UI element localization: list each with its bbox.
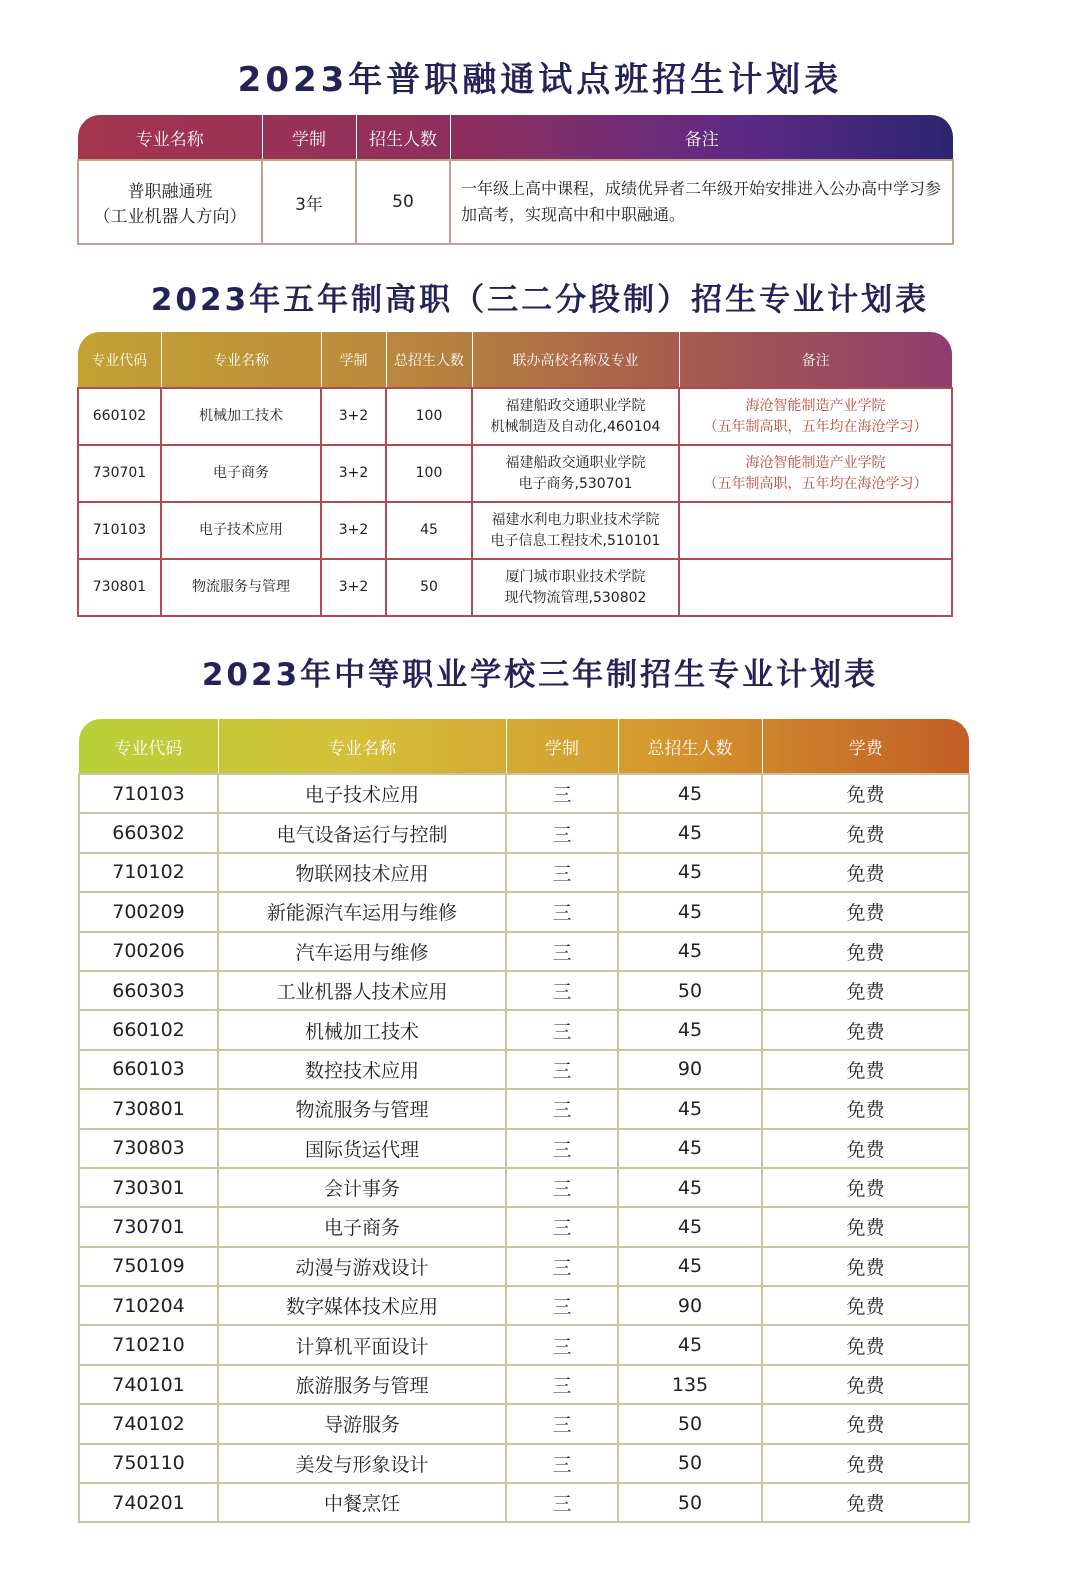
code-cell: 710102 xyxy=(79,853,218,892)
five-year-table xyxy=(77,332,953,617)
fee-cell: 免费 xyxy=(762,1325,969,1364)
duration-cell: 三 xyxy=(506,892,618,931)
count-cell: 50 xyxy=(618,1483,762,1522)
code-cell: 740101 xyxy=(79,1365,218,1404)
duration-cell: 三 xyxy=(506,1089,618,1128)
count-cell: 45 xyxy=(618,774,762,813)
table-row xyxy=(79,1168,969,1207)
pilot-class-table xyxy=(77,115,954,245)
note-cell xyxy=(679,559,952,616)
header-cell: 学制 xyxy=(506,719,618,774)
duration-cell: 3年 xyxy=(262,160,356,244)
major-name-cell: 旅游服务与管理 xyxy=(218,1365,506,1404)
code-cell: 710210 xyxy=(79,1325,218,1364)
fee-cell: 免费 xyxy=(762,1050,969,1089)
fee-cell: 免费 xyxy=(762,932,969,971)
header-cell: 学费 xyxy=(848,738,883,759)
major-name-cell: 电子技术应用 xyxy=(218,774,506,813)
college-major: 电子商务,530701 xyxy=(518,475,633,492)
table-header-row xyxy=(79,719,969,774)
count-cell: 50 xyxy=(356,160,450,244)
note-cell xyxy=(679,388,952,445)
college-name: 福建船政交通职业学院 xyxy=(505,454,646,471)
fee-cell: 免费 xyxy=(762,1444,969,1483)
fee-cell: 免费 xyxy=(762,1404,969,1443)
duration-cell: 3+2 xyxy=(321,388,386,445)
code-cell: 700209 xyxy=(79,892,218,931)
note-line: （五年制高职，五年均在海沧学习） xyxy=(703,418,928,435)
code-cell: 730701 xyxy=(79,1207,218,1246)
duration-cell: 三 xyxy=(506,1207,618,1246)
major-name-cell: 电子商务 xyxy=(161,445,321,502)
college-name: 福建水利电力职业技术学院 xyxy=(491,511,660,528)
table-row xyxy=(79,1247,969,1286)
major-name-cell: 数字媒体技术应用 xyxy=(218,1286,506,1325)
duration-cell: 三 xyxy=(506,1010,618,1049)
major-name-cell: 中餐烹饪 xyxy=(218,1483,506,1522)
count-cell: 45 xyxy=(618,1168,762,1207)
major-name-cell: 机械加工技术 xyxy=(218,1010,506,1049)
table1-title: 2023年普职融通试点班招生计划表 xyxy=(237,60,843,100)
duration-cell: 3+2 xyxy=(321,559,386,616)
code-cell: 750109 xyxy=(79,1247,218,1286)
major-name-cell: 物流服务与管理 xyxy=(218,1089,506,1128)
duration-cell: 三 xyxy=(506,1286,618,1325)
table-row xyxy=(79,971,969,1010)
table-row xyxy=(79,1483,969,1522)
duration-cell: 三 xyxy=(506,1365,618,1404)
table-header-row xyxy=(78,115,953,160)
count-cell: 45 xyxy=(618,1089,762,1128)
table-row xyxy=(79,1010,969,1049)
table-row xyxy=(79,1207,969,1246)
major-name-cell: 电气设备运行与控制 xyxy=(218,813,506,852)
count-cell: 135 xyxy=(618,1365,762,1404)
college-name: 福建船政交通职业学院 xyxy=(505,397,646,414)
college-cell xyxy=(472,502,679,559)
header-cell: 备注 xyxy=(801,352,830,369)
header-cell: 学制 xyxy=(321,332,386,388)
table2-title: 2023年五年制高职（三二分段制）招生专业计划表 xyxy=(150,282,930,318)
count-cell: 45 xyxy=(618,853,762,892)
table-row xyxy=(79,774,969,813)
fee-cell: 免费 xyxy=(762,1286,969,1325)
code-cell: 700206 xyxy=(79,932,218,971)
major-name-cell: 工业机器人技术应用 xyxy=(218,971,506,1010)
fee-cell: 免费 xyxy=(762,774,969,813)
duration-cell: 3+2 xyxy=(321,445,386,502)
fee-cell: 免费 xyxy=(762,1247,969,1286)
code-cell: 710204 xyxy=(79,1286,218,1325)
code-cell: 660303 xyxy=(79,971,218,1010)
table-row xyxy=(78,559,952,616)
major-name-cell: 国际货运代理 xyxy=(218,1129,506,1168)
college-major: 机械制造及自动化,460104 xyxy=(490,418,661,435)
duration-cell: 3+2 xyxy=(321,502,386,559)
fee-cell: 免费 xyxy=(762,1207,969,1246)
college-major: 电子信息工程技术,510101 xyxy=(490,532,661,549)
duration-cell: 三 xyxy=(506,971,618,1010)
count-cell: 45 xyxy=(618,1129,762,1168)
table-row xyxy=(79,1325,969,1364)
major-name-cell: 机械加工技术 xyxy=(161,388,321,445)
fee-cell: 免费 xyxy=(762,853,969,892)
code-cell: 740201 xyxy=(79,1483,218,1522)
major-name-cell: 导游服务 xyxy=(218,1404,506,1443)
note-line: 海沧智能制造产业学院 xyxy=(745,397,886,414)
code-cell: 730701 xyxy=(78,445,161,502)
count-cell: 45 xyxy=(618,1207,762,1246)
table-row xyxy=(79,1444,969,1483)
duration-cell: 三 xyxy=(506,1325,618,1364)
table-row xyxy=(79,892,969,931)
fee-cell: 免费 xyxy=(762,1168,969,1207)
fee-cell: 免费 xyxy=(762,813,969,852)
count-cell: 90 xyxy=(618,1050,762,1089)
major-name-line: 普职融通班 xyxy=(127,182,213,202)
note-cell xyxy=(679,502,952,559)
fee-cell: 免费 xyxy=(762,1365,969,1404)
college-cell xyxy=(472,559,679,616)
duration-cell: 三 xyxy=(506,1483,618,1522)
table-row xyxy=(78,502,952,559)
count-cell: 100 xyxy=(386,445,472,502)
code-cell: 660103 xyxy=(79,1050,218,1089)
duration-cell: 三 xyxy=(506,774,618,813)
three-year-table xyxy=(78,719,970,1523)
code-cell: 660302 xyxy=(79,813,218,852)
header-cell: 学制 xyxy=(262,115,356,160)
major-name-cell: 动漫与游戏设计 xyxy=(218,1247,506,1286)
header-cell: 专业名称 xyxy=(161,332,321,388)
count-cell: 100 xyxy=(386,388,472,445)
count-cell: 45 xyxy=(618,1325,762,1364)
count-cell: 45 xyxy=(386,502,472,559)
duration-cell: 三 xyxy=(506,1404,618,1443)
fee-cell: 免费 xyxy=(762,892,969,931)
note-line: 海沧智能制造产业学院 xyxy=(745,454,886,471)
fee-cell: 免费 xyxy=(762,971,969,1010)
code-cell: 740102 xyxy=(79,1404,218,1443)
code-cell: 660102 xyxy=(78,388,161,445)
college-major: 现代物流管理,530802 xyxy=(504,589,647,606)
header-cell: 专业名称 xyxy=(78,115,262,160)
table-row xyxy=(78,160,953,244)
count-cell: 45 xyxy=(618,892,762,931)
code-cell: 750110 xyxy=(79,1444,218,1483)
table-row xyxy=(78,445,952,502)
major-name-cell: 新能源汽车运用与维修 xyxy=(218,892,506,931)
duration-cell: 三 xyxy=(506,813,618,852)
code-cell: 730301 xyxy=(79,1168,218,1207)
code-cell: 730801 xyxy=(78,559,161,616)
count-cell: 45 xyxy=(618,1010,762,1049)
major-name-cell: 电子商务 xyxy=(218,1207,506,1246)
fee-cell: 免费 xyxy=(762,1483,969,1522)
table-header-row xyxy=(78,332,952,388)
table-row xyxy=(79,1286,969,1325)
table-row xyxy=(78,388,952,445)
major-name-cell: 美发与形象设计 xyxy=(218,1444,506,1483)
note-cell: 一年级上高中课程，成绩优异者二年级开始安排进入公办高中学习参加高考，实现高中和中职融通。 xyxy=(450,160,953,244)
count-cell: 50 xyxy=(618,1444,762,1483)
major-name-cell: 电子技术应用 xyxy=(161,502,321,559)
count-cell: 50 xyxy=(618,971,762,1010)
count-cell: 45 xyxy=(618,813,762,852)
college-cell xyxy=(472,445,679,502)
duration-cell: 三 xyxy=(506,1129,618,1168)
header-cell: 联办高校名称及专业 xyxy=(472,332,679,388)
duration-cell: 三 xyxy=(506,853,618,892)
count-cell: 45 xyxy=(618,1247,762,1286)
header-cell: 总招生人数 xyxy=(386,332,472,388)
table-row xyxy=(79,1089,969,1128)
fee-cell: 免费 xyxy=(762,1089,969,1128)
table-row xyxy=(79,853,969,892)
fee-cell: 免费 xyxy=(762,1129,969,1168)
duration-cell: 三 xyxy=(506,1247,618,1286)
header-cell: 备注 xyxy=(684,129,719,150)
college-name: 厦门城市职业技术学院 xyxy=(505,568,646,585)
note-line: （五年制高职，五年均在海沧学习） xyxy=(703,475,928,492)
code-cell: 710103 xyxy=(79,774,218,813)
major-name-cell: 汽车运用与维修 xyxy=(218,932,506,971)
duration-cell: 三 xyxy=(506,932,618,971)
header-cell: 专业代码 xyxy=(79,719,218,774)
note-cell xyxy=(679,445,952,502)
major-name-cell: 会计事务 xyxy=(218,1168,506,1207)
table-row xyxy=(79,932,969,971)
table-row xyxy=(79,1050,969,1089)
header-cell: 专业名称 xyxy=(218,719,506,774)
code-cell: 660102 xyxy=(79,1010,218,1049)
major-name-cell: 物流服务与管理 xyxy=(161,559,321,616)
table-row xyxy=(79,1365,969,1404)
count-cell: 45 xyxy=(618,932,762,971)
major-name-cell: 物联网技术应用 xyxy=(218,853,506,892)
major-direction-line: （工业机器人方向） xyxy=(93,207,247,227)
major-name-cell: 数控技术应用 xyxy=(218,1050,506,1089)
header-cell: 总招生人数 xyxy=(618,719,762,774)
count-cell: 50 xyxy=(618,1404,762,1443)
header-cell: 招生人数 xyxy=(356,115,450,160)
major-name-cell xyxy=(78,160,262,244)
fee-cell: 免费 xyxy=(762,1010,969,1049)
code-cell: 730801 xyxy=(79,1089,218,1128)
count-cell: 90 xyxy=(618,1286,762,1325)
major-name-cell: 计算机平面设计 xyxy=(218,1325,506,1364)
three-year-table-body xyxy=(79,774,969,1522)
code-cell: 730803 xyxy=(79,1129,218,1168)
table-row xyxy=(79,1404,969,1443)
table-row xyxy=(79,813,969,852)
duration-cell: 三 xyxy=(506,1444,618,1483)
duration-cell: 三 xyxy=(506,1050,618,1089)
header-cell: 专业代码 xyxy=(78,332,161,388)
table-row xyxy=(79,1129,969,1168)
code-cell: 710103 xyxy=(78,502,161,559)
duration-cell: 三 xyxy=(506,1168,618,1207)
count-cell: 50 xyxy=(386,559,472,616)
college-cell xyxy=(472,388,679,445)
table3-title: 2023年中等职业学校三年制招生专业计划表 xyxy=(201,657,879,693)
